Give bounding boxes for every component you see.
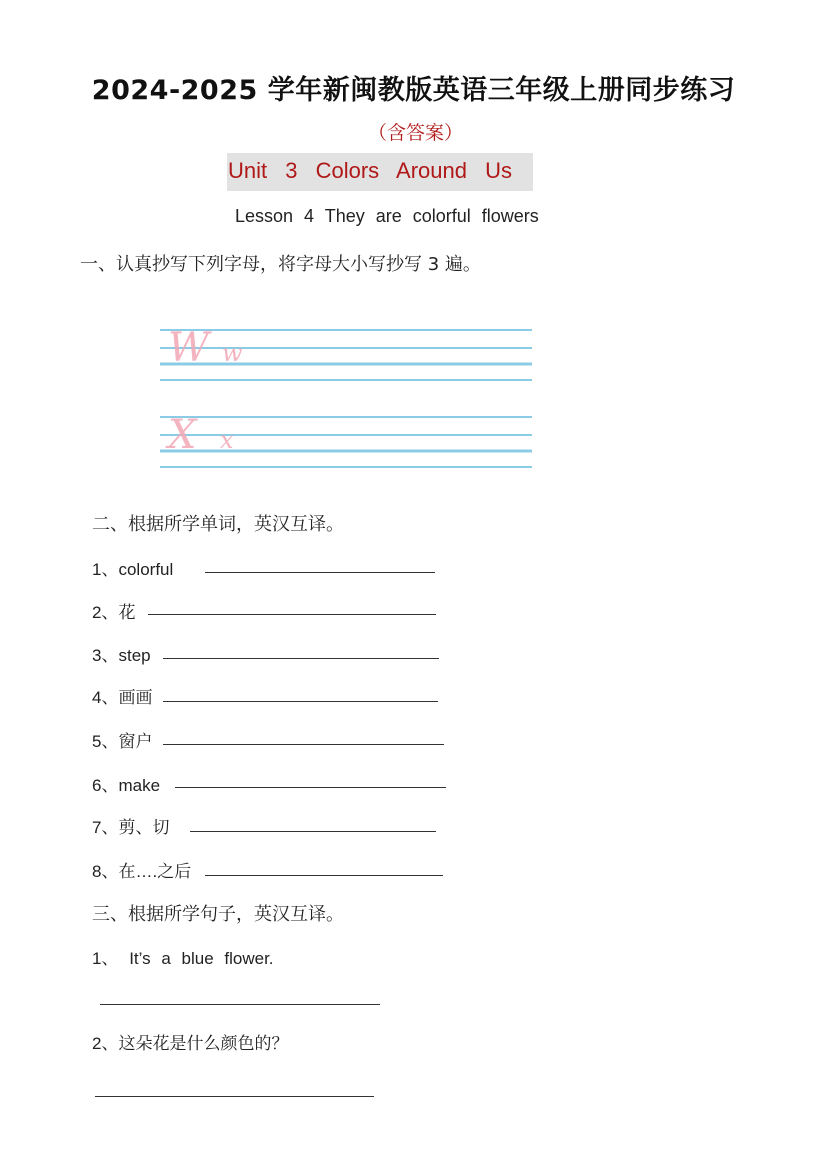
handwriting-row-w — [160, 325, 532, 385]
section1-heading: 一、认真抄写下列字母，将字母大小写抄写 3 遍。 — [80, 254, 481, 275]
vocab-item: 8、在….之后 — [92, 862, 192, 881]
answer-line[interactable] — [190, 831, 436, 832]
section2-heading: 二、根据所学单词，英汉互译。 — [92, 514, 344, 535]
answer-line[interactable] — [205, 875, 443, 876]
uppercase-x: X — [168, 412, 197, 458]
vocab-item: 4、画画 — [92, 688, 153, 707]
lesson-title: Lesson 4 They are colorful flowers — [235, 206, 539, 226]
vocab-item: 2、花 — [92, 603, 136, 622]
sentence-item: 2、这朵花是什么颜色的？ — [92, 1034, 289, 1053]
answer-line[interactable] — [205, 572, 435, 573]
answer-line[interactable] — [100, 1004, 380, 1005]
vocab-item: 6、make — [92, 776, 161, 795]
vocab-item: 5、窗户 — [92, 732, 153, 751]
unit-title: Unit 3 Colors Around Us — [228, 158, 512, 183]
lowercase-x: x — [220, 426, 234, 454]
sentence-item: 1、 It’s a blue flower. — [92, 949, 274, 968]
answer-note: （含答案） — [367, 122, 463, 144]
section3-heading: 三、根据所学句子，英汉互译。 — [92, 904, 344, 925]
answer-line[interactable] — [148, 614, 436, 615]
answer-line[interactable] — [163, 744, 444, 745]
lowercase-w: w — [222, 339, 243, 367]
page-title: 2024-2025 学年新闽教版英语三年级上册同步练习 — [91, 75, 736, 106]
vocab-item: 1、colorful — [92, 560, 174, 579]
answer-line[interactable] — [163, 701, 438, 702]
answer-line[interactable] — [95, 1096, 374, 1097]
vocab-item: 3、step — [92, 646, 151, 665]
handwriting-row-x — [160, 412, 532, 472]
answer-line[interactable] — [163, 658, 439, 659]
uppercase-w: W — [168, 325, 210, 371]
answer-line[interactable] — [175, 787, 446, 788]
vocab-item: 7、剪、切 — [92, 818, 170, 837]
